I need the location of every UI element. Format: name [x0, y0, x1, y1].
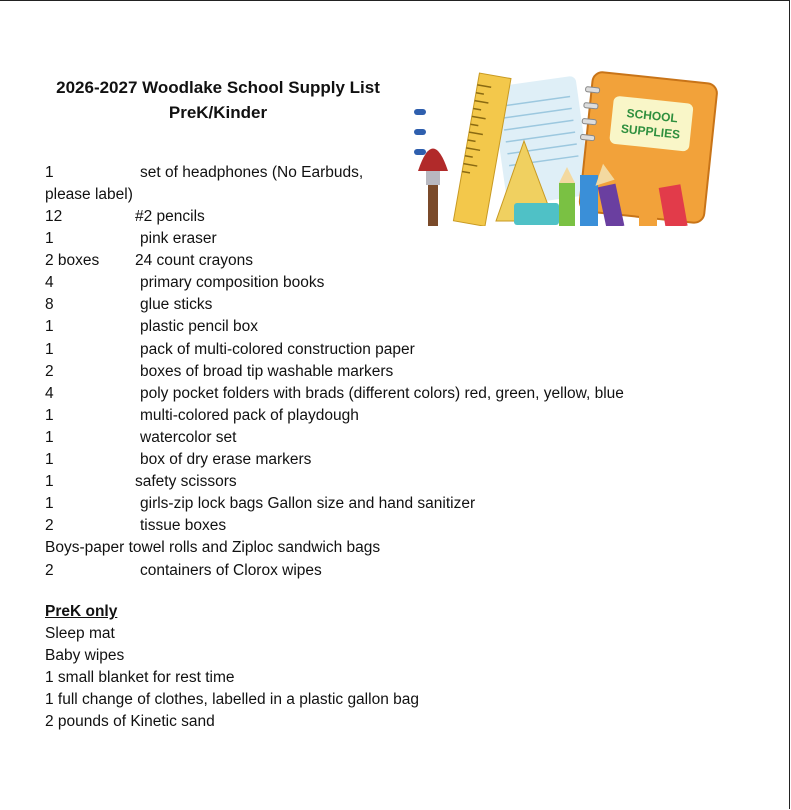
list-item [45, 427, 745, 449]
item-description: #2 pencils [135, 208, 205, 225]
list-item [45, 206, 745, 228]
item-description: boxes of broad tip washable markers [140, 362, 394, 380]
item-description: poly pocket folders with brads (different colors) red, green, yellow, blue [140, 384, 624, 402]
item-description: pack of multi-colored construction paper [140, 340, 415, 358]
item-quantity: 1 [45, 495, 54, 513]
item-description: pink eraser [140, 230, 217, 248]
item-quantity: 2 [45, 362, 54, 380]
item-quantity: 1 [45, 428, 54, 446]
prek-item: 1 small blanket for rest time [45, 669, 235, 687]
item-description: box of dry erase markers [140, 451, 312, 469]
list-item [45, 339, 745, 361]
item-quantity: 1 [45, 451, 54, 469]
list-item [45, 471, 745, 493]
item-description: girls-zip lock bags Gallon size and hand sanitizer [140, 495, 476, 513]
title-line-1: 2026-2027 Woodlake School Supply List [56, 78, 380, 97]
item-quantity: 4 [45, 274, 54, 292]
prek-item: Sleep mat [45, 625, 115, 642]
item-full-line: Boys-paper towel rolls and Ziploc sandwich bags [45, 539, 381, 557]
title-line-2: PreK/Kinder [168, 103, 268, 122]
item-quantity: 8 [45, 296, 54, 314]
item-description: plastic pencil box [140, 318, 259, 336]
prek-heading: PreK only [45, 603, 118, 620]
list-item [45, 560, 745, 582]
item-quantity: 1 [45, 473, 54, 491]
item-quantity: 2 boxes [45, 252, 100, 270]
list-item [45, 294, 745, 316]
item-description: set of headphones (No Earbuds, [140, 164, 364, 181]
item-quantity: 1 [45, 318, 54, 336]
notebook-label-line-1: SCHOOL [625, 106, 679, 126]
item-description-continued: please label) [45, 186, 133, 203]
item-description: glue sticks [140, 296, 213, 314]
item-quantity: 4 [45, 384, 54, 402]
list-item [45, 361, 745, 383]
list-item [45, 537, 745, 559]
document-title [40, 75, 396, 125]
list-item [45, 272, 745, 294]
item-quantity: 2 [45, 517, 54, 535]
supply-list [45, 162, 745, 582]
item-description: safety scissors [135, 473, 237, 491]
prek-section [45, 601, 419, 733]
notebook-label-line-2: SUPPLIES [620, 121, 681, 142]
item-quantity: 1 [45, 230, 54, 248]
item-quantity: 2 [45, 561, 54, 579]
item-description: containers of Clorox wipes [140, 561, 322, 579]
list-item [45, 250, 745, 272]
prek-item: 1 full change of clothes, labelled in a plastic gallon bag [45, 691, 419, 709]
item-description: multi-colored pack of playdough [140, 406, 359, 424]
item-quantity: 12 [45, 208, 63, 225]
item-quantity: 1 [45, 340, 54, 358]
prek-item: 2 pounds of Kinetic sand [45, 713, 215, 731]
list-item [45, 228, 745, 250]
item-quantity: 1 [45, 406, 54, 424]
item-quantity: 1 [45, 164, 54, 181]
item-description: primary composition books [140, 274, 325, 292]
item-description: 24 count crayons [135, 252, 254, 270]
list-item [45, 316, 745, 338]
list-item [45, 493, 745, 515]
prek-item: Baby wipes [45, 647, 125, 665]
item-description: watercolor set [140, 428, 237, 446]
list-item [45, 383, 745, 405]
list-item [45, 449, 745, 471]
list-item [45, 405, 745, 427]
list-item [45, 515, 745, 537]
item-description: tissue boxes [140, 517, 227, 535]
list-item [45, 162, 745, 206]
